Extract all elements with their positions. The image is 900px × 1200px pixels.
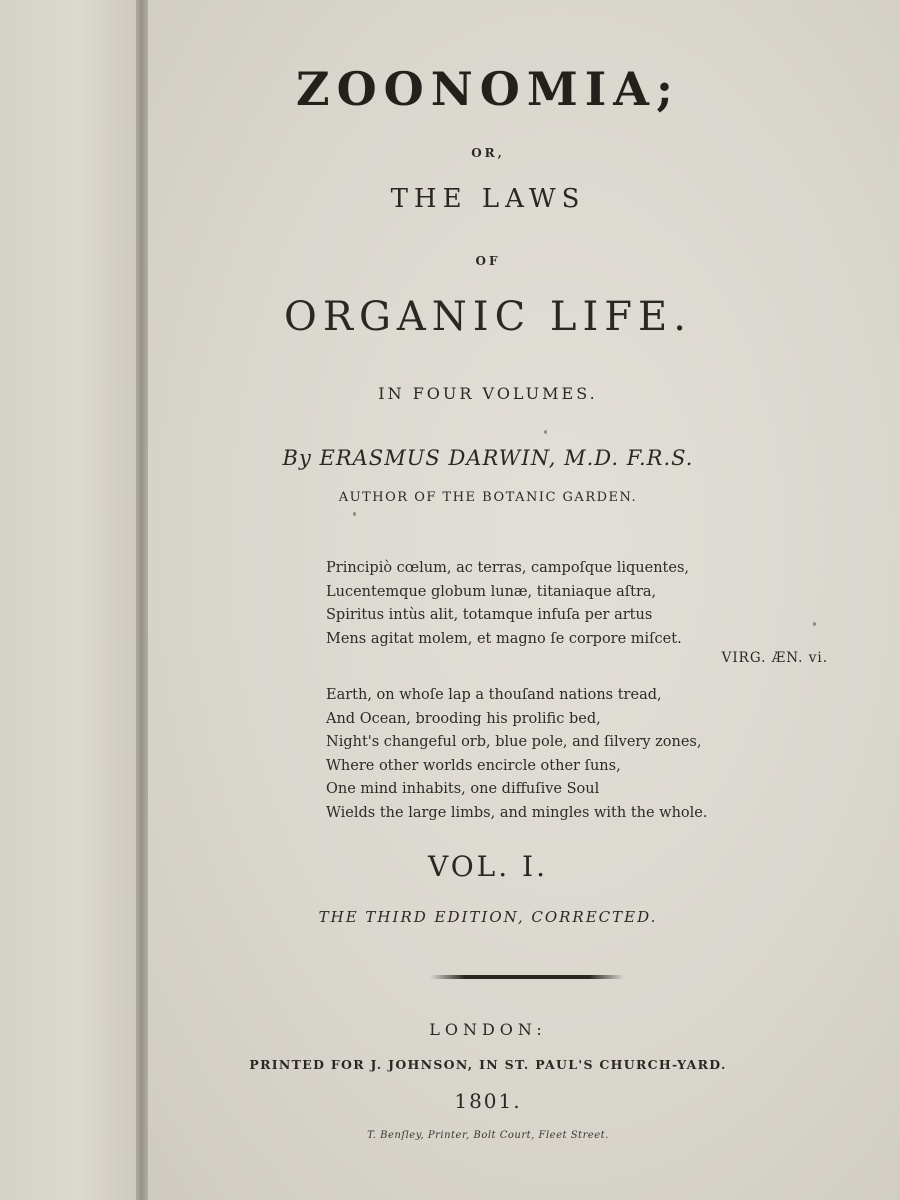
foxing-spot xyxy=(813,622,816,626)
foxing-spot xyxy=(353,512,356,516)
verse-line: Lucentemque globum lunæ, titaniaque aſtra, xyxy=(326,583,657,600)
epigraph-citation: VIRG. ÆN. vi. xyxy=(721,650,828,666)
subtitle-laws: THE LAWS xyxy=(390,184,586,214)
imprint-city: LONDON: xyxy=(429,1020,547,1039)
left-page xyxy=(0,0,140,1200)
english-epigraph xyxy=(326,684,786,825)
foxing-spot xyxy=(544,430,547,434)
imprint-year: 1801. xyxy=(454,1089,522,1113)
book-title: ZOONOMIA; xyxy=(296,62,680,116)
verse-line: Wields the large limbs, and mingles with the whole. xyxy=(326,804,708,821)
verse-line: Principiò cœlum, ac terras, campoſque liquentes, xyxy=(326,560,690,576)
printer-colophon: T. Benſley, Printer, Bolt Court, Fleet Street. xyxy=(367,1130,609,1141)
ornamental-rule xyxy=(430,975,624,979)
subtitle-organic-life: ORGANIC LIFE. xyxy=(284,294,692,340)
verse-line: Mens agitat molem, et magno ſe corpore miſcet. xyxy=(326,630,682,647)
author-line: By ERASMUS DARWIN, M.D. F.R.S. xyxy=(282,446,694,470)
subtitle-of: OF xyxy=(475,254,501,268)
imprint-publisher: PRINTED FOR J. JOHNSON, IN ST. PAUL'S CHURCH-YARD. xyxy=(249,1057,727,1072)
verse-line: And Ocean, brooding his prolific bed, xyxy=(326,710,601,727)
title-page xyxy=(148,0,900,1200)
author-credit: AUTHOR OF THE BOTANIC GARDEN. xyxy=(338,490,638,505)
latin-epigraph xyxy=(326,557,786,651)
verse-line: Night's changeful orb, blue pole, and ſilvery zones, xyxy=(326,734,702,750)
verse-line: Spiritus intùs alit, totamque infuſa per artus xyxy=(326,607,653,623)
edition-statement: THE THIRD EDITION, CORRECTED. xyxy=(318,908,658,926)
volume-number: VOL. I. xyxy=(427,850,549,883)
verse-line: Earth, on whoſe lap a thouſand nations tread, xyxy=(326,687,662,703)
title-conjunction-or: OR, xyxy=(471,146,505,160)
volume-count: IN FOUR VOLUMES. xyxy=(378,384,598,403)
verse-line: One mind inhabits, one diffuſive Soul xyxy=(326,781,600,797)
verse-line: Where other worlds encircle other ſuns, xyxy=(326,757,621,774)
